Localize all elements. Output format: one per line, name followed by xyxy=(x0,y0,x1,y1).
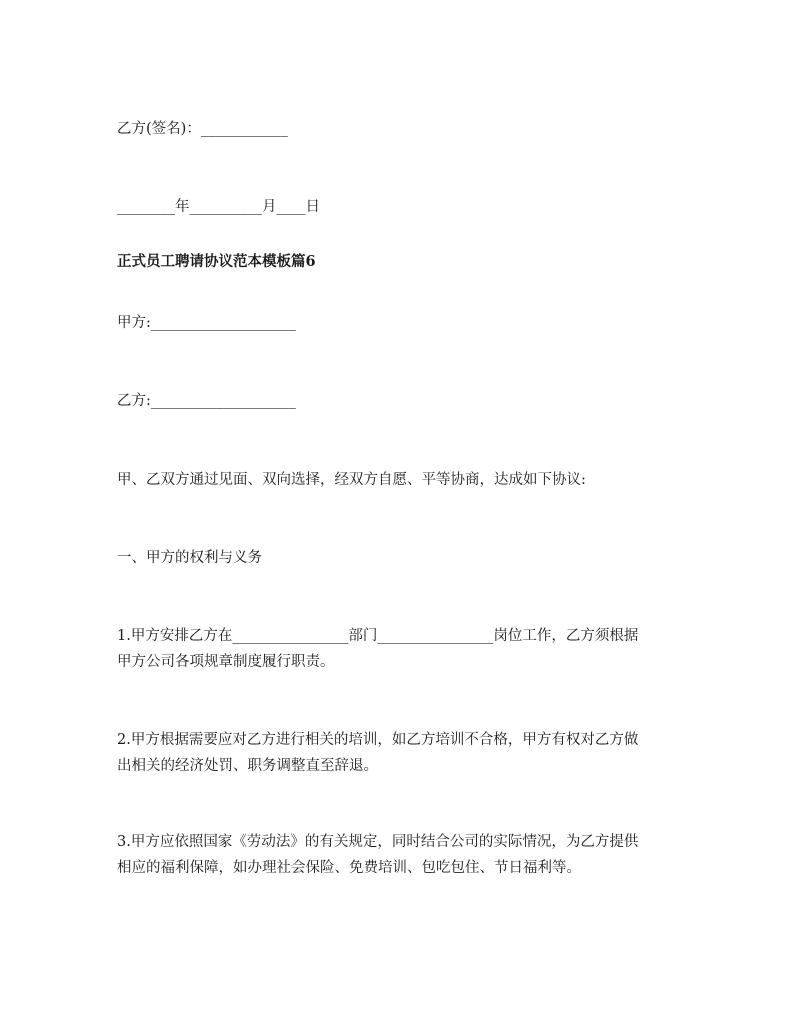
party-a-line: 甲方:____________________ xyxy=(117,315,296,331)
clause-3 xyxy=(117,829,687,881)
clause-2-line-2: 出相关的经济处罚、职务调整直至辞退。 xyxy=(117,758,378,774)
intro-paragraph: 甲、乙双方通过见面、双向选择，经双方自愿、平等协商，达成如下协议: xyxy=(117,472,586,488)
party-b-line: 乙方:____________________ xyxy=(117,393,296,409)
clause-2 xyxy=(117,727,687,779)
clause-1-line-1: 1.甲方安排乙方在________________部门________________岗位工作，乙方须根据 xyxy=(117,628,639,644)
clause-2-line-1: 2.甲方根据需要应对乙方进行相关的培训，如乙方培训不合格，甲方有权对乙方做 xyxy=(117,732,639,748)
clause-3-line-1: 3.甲方应依照国家《劳动法》的有关规定，同时结合公司的实际情况，为乙方提供 xyxy=(117,834,639,850)
clause-1-line-2: 甲方公司各项规章制度履行职责。 xyxy=(117,654,335,670)
section-title: 正式员工聘请协议范本模板篇6 xyxy=(117,253,316,270)
section-one-heading: 一、甲方的权利与义务 xyxy=(117,550,262,566)
clause-1 xyxy=(117,623,687,675)
date-line: ________年__________月____日 xyxy=(117,199,320,215)
clause-3-line-2: 相应的福利保障，如办理社会保险、免费培训、包吃包住、节日福利等。 xyxy=(117,860,581,876)
party-b-signature-line: 乙方(签名)：____________ xyxy=(117,121,288,137)
